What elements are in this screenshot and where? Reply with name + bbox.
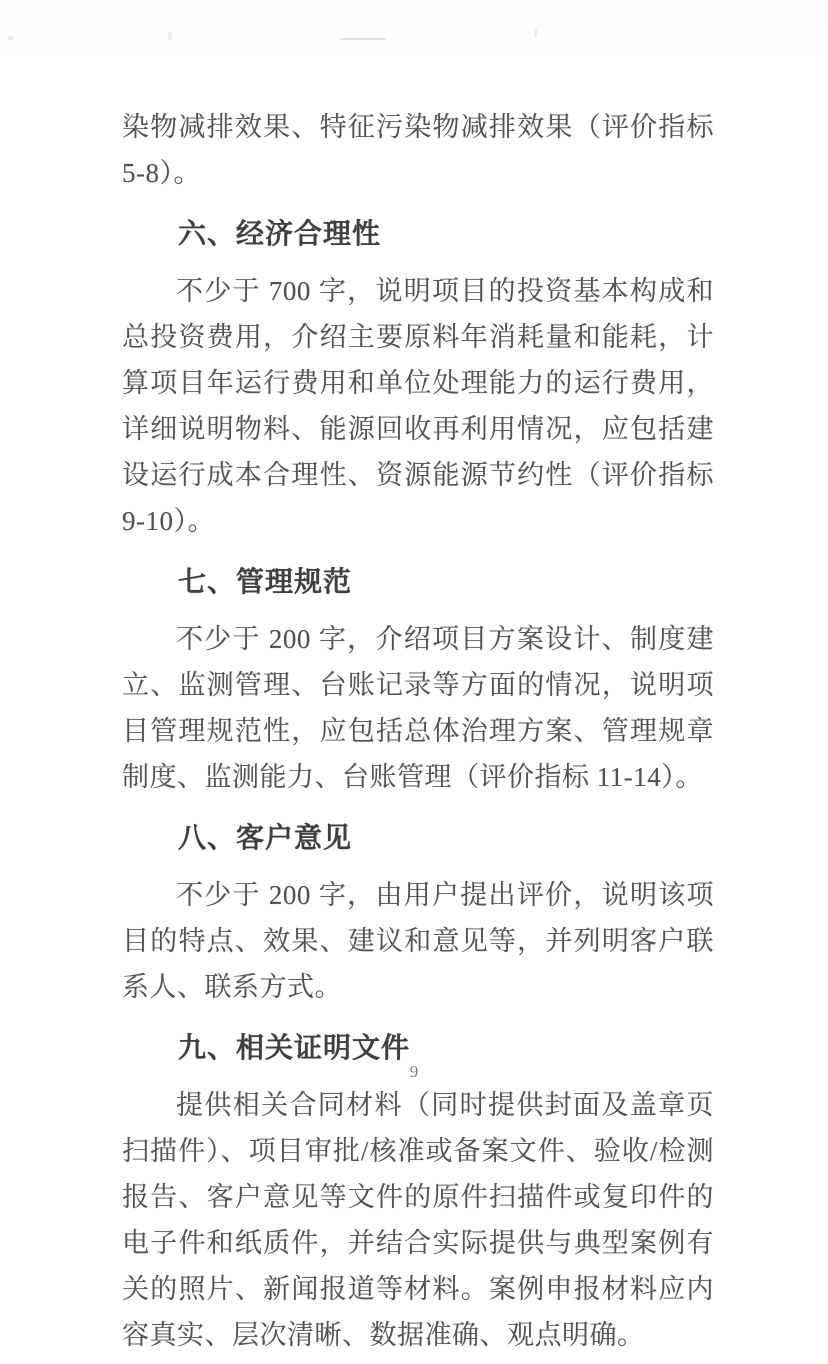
scan-artifact	[340, 38, 386, 40]
paragraph-economic-rationality: 不少于 700 字，说明项目的投资基本构成和总投资费用，介绍主要原料年消耗量和能耗，计算项目年运行费用和单位处理能力的运行费用，详细说明物料、能源回收再利用情况，应包括建设运行成本合理性、资源能源节约性（评价指标 9-10）。	[122, 276, 714, 536]
section-heading-customer-feedback: 八、客户意见	[178, 823, 353, 854]
paragraph-supporting-documents: 提供相关合同材料（同时提供封面及盖章页扫描件）、项目审批/核准或备案文件、验收/检测报告、客户意见等文件的原件扫描件或复印件的电子件和纸质件，并结合实际提供与典型案例有关的照片、新闻报道等材料。案例申报材料应内容真实、层次清晰、数据准确、观点明确。	[122, 1090, 714, 1350]
document-body	[122, 104, 714, 1364]
section-heading-economic-rationality: 六、经济合理性	[178, 219, 382, 250]
scan-artifact	[8, 36, 13, 40]
paragraph-continuation: 染物减排效果、特征污染物减排效果（评价指标 5-8）。	[122, 112, 714, 188]
scan-artifact	[534, 28, 537, 38]
page-number: 9	[409, 1062, 419, 1081]
scan-artifact	[168, 32, 172, 40]
section-heading-supporting-documents: 九、相关证明文件	[178, 1033, 411, 1064]
paragraph-customer-feedback: 不少于 200 字，由用户提出评价，说明该项目的特点、效果、建议和意见等，并列明客户联系人、联系方式。	[122, 880, 714, 1002]
section-heading-management-standards: 七、管理规范	[178, 567, 353, 598]
paragraph-management-standards: 不少于 200 字，介绍项目方案设计、制度建立、监测管理、台账记录等方面的情况，说明项目管理规范性，应包括总体治理方案、管理规章制度、监测能力、台账管理（评价指标 11-14）。	[122, 624, 714, 792]
